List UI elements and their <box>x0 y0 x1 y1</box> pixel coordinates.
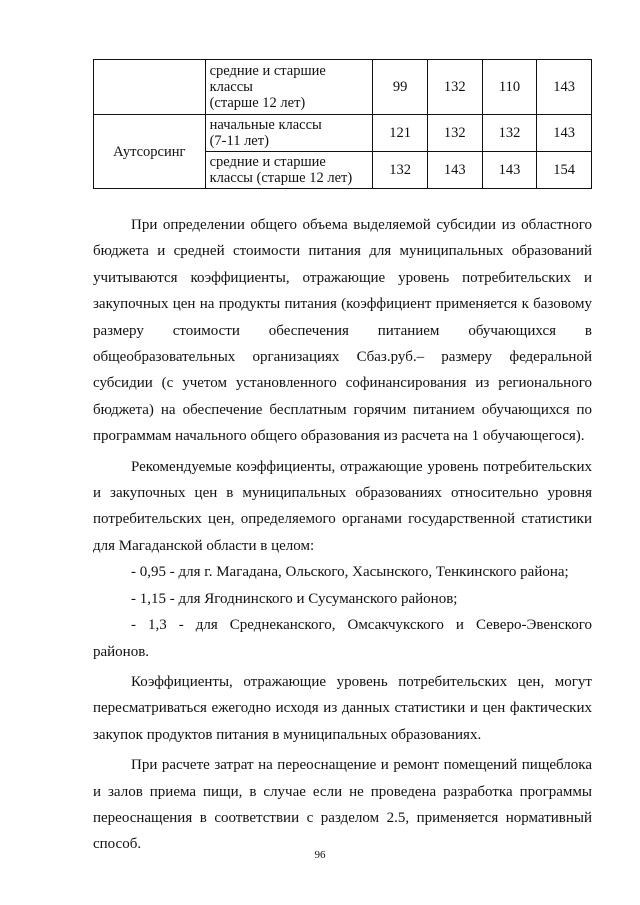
category-cell <box>205 60 373 115</box>
category-line: средние и старшие <box>209 63 326 79</box>
category-line: классы (старше 12 лет) <box>209 170 353 186</box>
value-cell: 143 <box>537 60 592 115</box>
value-cell: 143 <box>482 152 537 189</box>
group-cell: Аутсорсинг <box>94 115 206 189</box>
paragraph-subsidy-calculation: При определении общего объема выделяемой субсидии из областного бюджета и средней стоимости питания для муниципальных образований учитываются коэффициенты, отражающие уровень потребительских и закупочных цен на продукты питания (коэффициент применяется к базовому размеру стоимости обеспечения питанием обучающихся в общеобразовательных организациях Cбаз.руб.– размеру федеральной субсидии (с учетом установленного софинансирования из регионального бюджета) на обеспечение бесплатным горячим питанием обучающихся по программам начального общего образования из расчета на 1 обучающегося). <box>93 217 592 445</box>
category-line: (7-11 лет) <box>209 133 269 149</box>
category-line: (старше 12 лет) <box>209 95 306 111</box>
group-cell <box>94 60 206 115</box>
list-item-coefficient: - 1,3 - для Среднеканского, Омсакчукского и Северо-Эвенского районов. <box>93 617 592 660</box>
value-cell: 143 <box>427 152 482 189</box>
cost-table <box>93 59 592 189</box>
paragraph-renovation-costs: При расчете затрат на переоснащение и ремонт помещений пищеблока и залов приема пищи, в случае если не проведена разработка программы переоснащения в соответствии с разделом 2.5, применяется нормативный способ. <box>93 757 592 853</box>
category-cell <box>205 152 373 189</box>
paragraph-coefficient-review: Коэффициенты, отражающие уровень потребительских цен, могут пересматриваться ежегодно исходя из данных статистики и цен фактических закупок продуктов питания в муниципальных образованиях. <box>93 673 592 743</box>
value-cell: 110 <box>482 60 537 115</box>
paragraph-recommended-coefficients: Рекомендуемые коэффициенты, отражающие уровень потребительских и закупочных цен в муниципальных образованиях относительно уровня потребительских цен, определяемого органами государственной статистики для Магаданской области в целом: <box>93 458 592 554</box>
table-row <box>94 115 592 152</box>
value-cell: 132 <box>427 60 482 115</box>
category-cell <box>205 115 373 152</box>
category-line: средние и старшие <box>209 154 326 170</box>
list-item-coefficient: - 1,15 - для Ягоднинского и Сусуманского районов; <box>131 590 458 607</box>
value-cell: 99 <box>373 60 428 115</box>
category-line: начальные классы <box>209 117 322 133</box>
value-cell: 132 <box>482 115 537 152</box>
value-cell: 132 <box>427 115 482 152</box>
value-cell: 121 <box>373 115 428 152</box>
table-row <box>94 60 592 115</box>
value-cell: 154 <box>537 152 592 189</box>
body-text <box>93 212 592 858</box>
category-line: классы <box>209 79 253 95</box>
value-cell: 143 <box>537 115 592 152</box>
list-item-coefficient: - 0,95 - для г. Магадана, Ольского, Хасынского, Тенкинского района; <box>131 564 569 581</box>
page-number: 96 <box>314 849 326 861</box>
value-cell: 132 <box>373 152 428 189</box>
